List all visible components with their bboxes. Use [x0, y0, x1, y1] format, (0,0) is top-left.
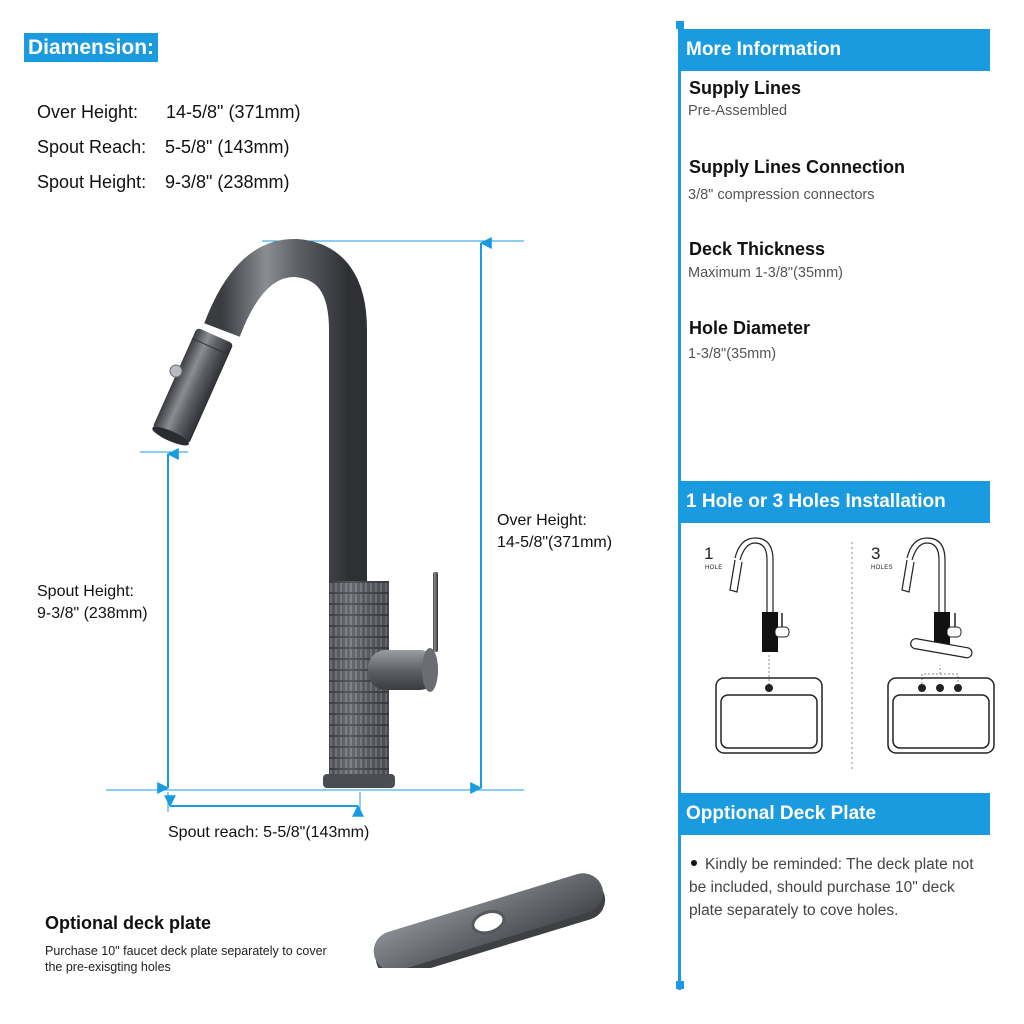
info-supply-lines-value: Pre-Assembled	[688, 103, 788, 119]
spray-button	[170, 365, 182, 377]
more-information-header: More Information	[679, 29, 990, 71]
faucet-base	[323, 774, 395, 788]
spec-label: Spout Reach:	[37, 137, 147, 157]
spec-value: 5-5/8" (143mm)	[165, 137, 290, 157]
spout-height-label: Spout Height: 9-3/8" (238mm)	[37, 583, 148, 622]
info-deck-thickness-value: Maximum 1-3/8"(35mm)	[688, 265, 844, 281]
installation-header: 1 Hole or 3 Holes Installation	[679, 481, 990, 523]
installation-diagram	[690, 535, 1010, 775]
info-deck-thickness-title: Deck Thickness	[689, 239, 826, 259]
spec-value: 14-5/8" (371mm)	[166, 102, 301, 122]
info-supply-lines-title: Supply Lines	[689, 78, 802, 98]
one-hole-label: HOLE	[705, 565, 723, 571]
info-connection-value: 3/8" compression connectors	[688, 187, 875, 203]
spec-label: Spout Height:	[37, 172, 147, 192]
faucet-lever	[433, 572, 438, 652]
deck-plate-note: Kindly be reminded: The deck plate not be included, should purchase 10" deck plate separately to cove holes.	[689, 856, 974, 919]
info-hole-diameter-value: 1-3/8"(35mm)	[688, 346, 777, 362]
panel-top-cap	[676, 21, 684, 29]
three-holes-label: HOLES	[871, 565, 893, 571]
deck-plate-image	[360, 868, 610, 968]
spray-head	[152, 327, 233, 444]
three-holes-faucet	[902, 538, 945, 620]
info-connection-title: Supply Lines Connection	[689, 157, 906, 177]
dimension-badge: Diamension:	[24, 33, 158, 62]
one-hole-faucet	[730, 538, 773, 620]
deck-plate-header: Opptional Deck Plate	[679, 793, 990, 835]
spec-value: 9-3/8" (238mm)	[165, 172, 290, 192]
over-height-label: Over Height: 14-5/8"(371mm)	[497, 512, 613, 551]
optional-deck-plate-title: Optional deck plate	[45, 913, 212, 933]
spec-spout-height	[27, 151, 289, 193]
spout-reach-label: Spout reach: 5-5/8"(143mm)	[168, 824, 370, 841]
panel-bottom-cap	[676, 981, 684, 989]
info-hole-diameter-title: Hole Diameter	[689, 318, 811, 338]
optional-deck-plate-description: Purchase 10" faucet deck plate separately to cover the pre-exisgting holes	[45, 944, 327, 974]
three-holes-number: 3	[871, 544, 881, 563]
spec-label: Over Height:	[37, 102, 139, 122]
bullet-icon	[691, 860, 697, 866]
one-hole-number: 1	[704, 544, 714, 563]
